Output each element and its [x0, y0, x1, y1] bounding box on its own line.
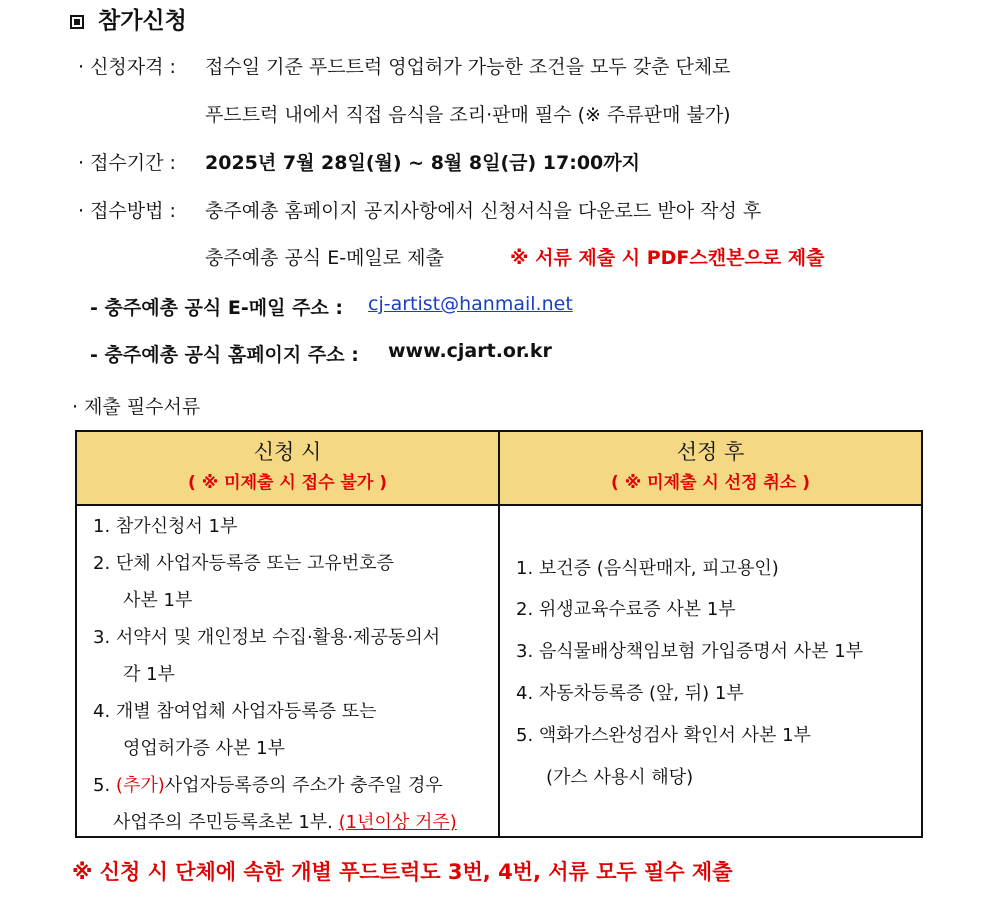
section-title: 참가신청	[98, 8, 187, 34]
list-item-5-line2	[113, 808, 457, 834]
list-item: 1. 참가신청서 1부	[93, 516, 238, 537]
list-item: (가스 사용시 해당)	[546, 767, 694, 788]
left-subheader: ( ※ 미제출 시 접수 불가 )	[188, 473, 387, 493]
method-label: · 접수방법 :	[78, 200, 176, 222]
required-docs-title: · 제출 필수서류	[72, 396, 201, 418]
item5-added-tag: (추가)	[115, 775, 165, 796]
period-label: · 접수기간 :	[78, 152, 176, 174]
list-item: 각 1부	[123, 664, 175, 685]
list-item: 3. 음식물배상책임보험 가입증명서 사본 1부	[516, 641, 864, 662]
list-item: 5. 액화가스완성검사 확인서 사본 1부	[516, 725, 811, 746]
left-header: 신청 시	[253, 440, 322, 464]
section-heading	[70, 2, 187, 35]
method-line2: 충주예총 공식 E-메일로 제출	[205, 247, 444, 269]
eligibility-line2: 푸드트럭 내에서 직접 음식을 조리·판매 필수 (※ 주류판매 불가)	[205, 104, 731, 126]
required-docs-table	[75, 430, 923, 838]
right-header: 선정 후	[676, 440, 745, 464]
item5-line2: 사업주의 주민등록초본 1부.	[113, 812, 333, 833]
homepage-url: www.cjart.or.kr	[388, 340, 552, 362]
list-item: 사본 1부	[123, 590, 193, 611]
list-item: 3. 서약서 및 개인정보 수집·활용·제공동의서	[93, 627, 441, 648]
homepage-label: - 충주예총 공식 홈페이지 주소 :	[90, 344, 359, 366]
footer-note: ※ 신청 시 단체에 속한 개별 푸드트럭도 3번, 4번, 서류 모두 필수 제출	[72, 860, 733, 884]
email-link[interactable]: cj-artist@hanmail.net	[368, 293, 573, 315]
method-note: ※ 서류 제출 시 PDF스캔본으로 제출	[510, 247, 825, 269]
method-line1: 충주예총 홈페이지 공지사항에서 신청서식을 다운로드 받아 작성 후	[205, 200, 762, 222]
eligibility-line1: 접수일 기준 푸드트럭 영업허가 가능한 조건을 모두 갖춘 단체로	[205, 56, 731, 78]
item5-note: (1년이상 거주)	[338, 812, 457, 833]
eligibility-label: · 신청자격 :	[78, 56, 176, 78]
list-item: 4. 개별 참여업체 사업자등록증 또는	[93, 701, 377, 722]
list-item: 4. 자동차등록증 (앞, 뒤) 1부	[516, 683, 744, 704]
list-item: 2. 단체 사업자등록증 또는 고유번호증	[93, 553, 394, 574]
list-item: 2. 위생교육수료증 사본 1부	[516, 599, 736, 620]
item5-text: 사업자등록증의 주소가 충주일 경우	[164, 775, 443, 796]
left-items-cell	[76, 505, 499, 837]
right-header-cell	[499, 431, 922, 505]
list-item: 1. 보건증 (음식판매자, 피고용인)	[516, 558, 779, 579]
list-item-5	[93, 771, 443, 797]
item5-number: 5.	[93, 775, 111, 796]
email-label: - 충주예총 공식 E-메일 주소 :	[90, 297, 343, 319]
right-subheader: ( ※ 미제출 시 선정 취소 )	[611, 473, 810, 493]
period-value: 2025년 7월 28일(월) ~ 8월 8일(금) 17:00까지	[205, 152, 640, 174]
right-items-cell	[499, 505, 922, 837]
square-bullet-icon	[70, 15, 84, 29]
left-header-cell	[76, 431, 499, 505]
list-item: 영업허가증 사본 1부	[123, 738, 285, 759]
